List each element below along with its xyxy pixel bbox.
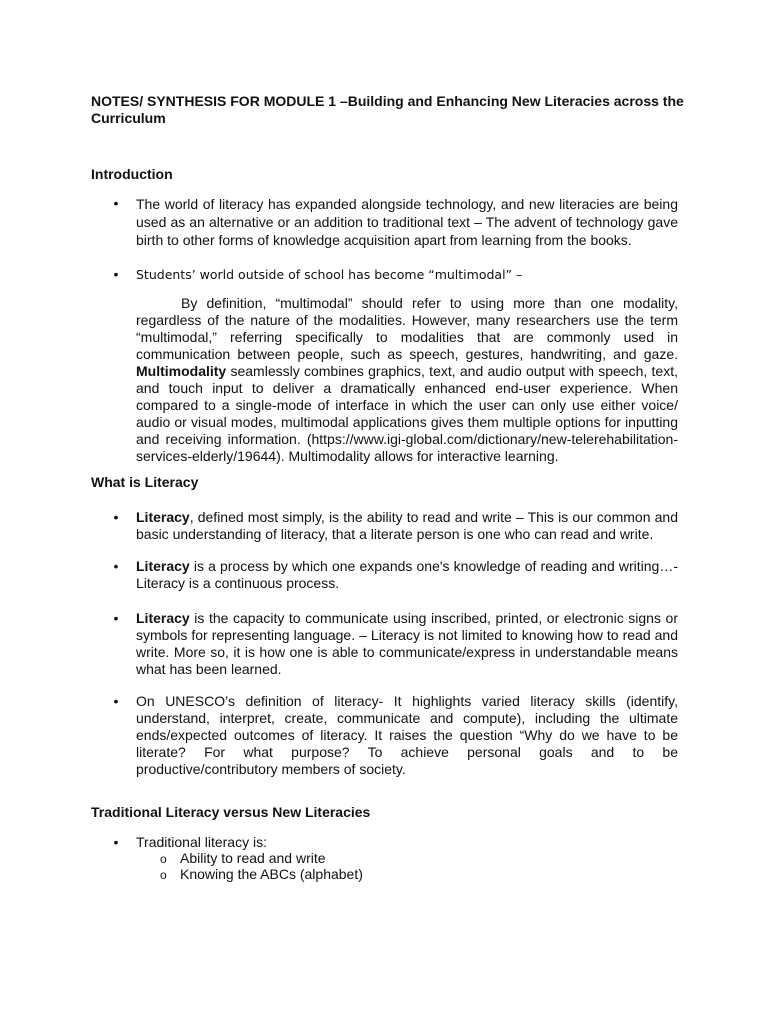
bullet-marker: • — [113, 558, 119, 574]
bullet-marker: • — [113, 509, 119, 525]
traditional-sub-abcs: Knowing the ABCs (alphabet) — [180, 866, 363, 882]
traditional-literacy-bullet: Traditional literacy is: — [136, 834, 267, 850]
multimodal-definition-part1: By definition, “multimodal” should refer to using more than one modality, regardless of the nature of the modalities. However, many researchers use the term “multimodal,” referring specifically to modalities that are commonly used in communication between people, such as speech, gestures, handwriting, and gaze. — [136, 295, 678, 362]
document-title: NOTES/ SYNTHESIS FOR MODULE 1 –Building and Enhancing New Literacies across the Curriculum — [91, 93, 684, 126]
bullet-marker: • — [113, 266, 119, 282]
traditional-sub-read-write: Ability to read and write — [180, 850, 326, 866]
literacy-term: Literacy — [136, 610, 190, 626]
sub-bullet-marker: o — [160, 868, 167, 882]
bullet-marker: • — [113, 834, 119, 850]
sub-bullet-marker: o — [160, 852, 167, 866]
literacy-definition-1 — [136, 509, 678, 543]
what-is-literacy-heading: What is Literacy — [91, 474, 199, 490]
literacy-term: Literacy — [136, 558, 190, 574]
bullet-marker: • — [113, 693, 119, 709]
literacy-definition-1-text: , defined most simply, is the ability to read and write – This is our common and basic understanding of literacy, that a literate person is one who can read and write. — [136, 509, 678, 542]
literacy-term: Literacy — [136, 509, 190, 525]
intro-bullet-multimodal: Students’ world outside of school has become “multimodal” – — [136, 267, 523, 282]
multimodal-definition-part2: seamlessly combines graphics, text, and audio output with speech, text, and touch input to deliver a dramatically enhanced end-user experience. When compared to a single-mode of interface in which the user can only use either voice/ audio or visual modes, multimodal applications gives them multiple options for inputting and receiving information. (https://www.igi-global.com/dictionary/new-telerehabilitation-services-elderly/19644). Multimodality allows for interactive learning. — [136, 363, 678, 464]
introduction-heading: Introduction — [91, 166, 173, 182]
multimodal-definition — [136, 295, 678, 465]
literacy-definition-2-text: is a process by which one expands one's knowledge of reading and writing…- Literacy is a continuous process. — [136, 558, 678, 591]
multimodality-term: Multimodality — [136, 363, 227, 379]
bullet-marker: • — [113, 610, 119, 626]
literacy-definition-3 — [136, 610, 678, 678]
literacy-definition-3-text: is the capacity to communicate using inscribed, printed, or electronic signs or symbols for representing language. – Literacy is not limited to knowing how to read and write. More so, it is how one is able to communicate/express in understandable means what has been learned. — [136, 610, 678, 677]
intro-bullet-technology: The world of literacy has expanded alongside technology, and new literacies are being used as an alternative or an addition to traditional text – The advent of technology gave birth to other forms of knowledge acquisition apart from learning from the books. — [136, 196, 678, 248]
literacy-definition-2 — [136, 558, 678, 592]
literacy-unesco-definition: On UNESCO’s definition of literacy- It highlights varied literacy skills (identify, understand, interpret, create, communicate and compute), including the ultimate ends/expected outcomes of literacy. It raises the question “Why do we have to be literate? For what purpose? To achieve personal goals and to be productive/contributory members of society. — [136, 693, 678, 777]
bullet-marker: • — [113, 195, 119, 211]
traditional-vs-new-heading: Traditional Literacy versus New Literacies — [91, 804, 371, 820]
